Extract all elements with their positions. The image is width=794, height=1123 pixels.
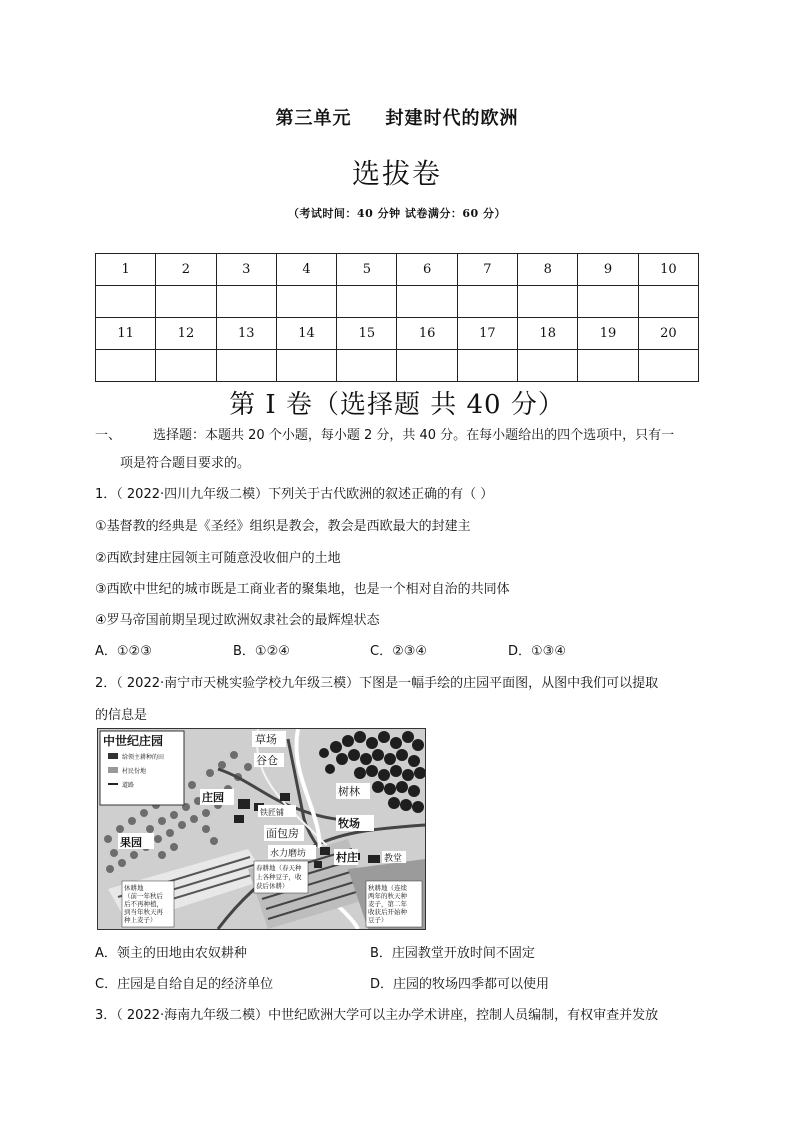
grid-number: 20 [638, 318, 698, 350]
label-orchard: 果园 [120, 836, 142, 849]
unit-name: 封建时代的欧洲 [385, 108, 519, 129]
answer-cell[interactable] [397, 286, 457, 318]
note-fallow-3: 后不再种植， [124, 900, 163, 908]
grid-number: 18 [518, 318, 578, 350]
note-fallow-1: 休耕地 [124, 884, 144, 892]
note-fallow-4: 到当年秋天再 [124, 908, 163, 916]
grid-number: 8 [518, 254, 578, 286]
question-2-stem-line-2: 的信息是 [95, 708, 148, 723]
legend-villager-field: 村民份地 [122, 768, 147, 775]
question-2-option-b[interactable]: B．庄园教堂开放时间不固定 [370, 946, 535, 961]
note-spring-field-1: 春耕地（春天种 [256, 864, 302, 872]
map-title: 中世纪庄园 [103, 734, 164, 748]
instructions-line-2: 项是符合题目要求的。 [120, 456, 251, 471]
grid-number: 17 [457, 318, 517, 350]
answer-cell[interactable] [96, 286, 156, 318]
answer-cell[interactable] [638, 350, 698, 382]
unit-number: 第三单元 [275, 108, 352, 129]
note-spring-field-3: 获后休耕） [256, 882, 289, 890]
grid-number: 5 [337, 254, 397, 286]
answer-grid [95, 253, 699, 382]
question-1-option-d[interactable]: D．①③④ [508, 644, 566, 659]
question-1-option-a[interactable]: A．①②③ [95, 644, 152, 659]
answer-cell[interactable] [457, 286, 517, 318]
answer-cell[interactable] [156, 286, 216, 318]
question-2-option-a[interactable]: A．领主的田地由农奴耕种 [95, 946, 247, 961]
grid-number: 16 [397, 318, 457, 350]
label-granary: 谷仓 [256, 754, 278, 767]
exam-info: （考试时间：40 分钟 试卷满分：60 分） [287, 207, 507, 220]
question-1-statement-2: ②西欧封建庄园领主可随意没收佃户的土地 [95, 551, 341, 566]
note-autumn-field-5: 豆子） [368, 916, 388, 924]
legend-lord-field: 给领主耕种的田 [122, 754, 165, 761]
label-village: 村庄 [336, 851, 358, 864]
note-spring-field-2: 上各种豆子，收 [256, 873, 302, 881]
question-1-statement-1: ①基督教的经典是《圣经》组织是教会，教会是西欧最大的封建主 [95, 519, 471, 534]
note-autumn-field-1: 秋耕地（连续 [368, 884, 407, 892]
note-autumn-field-3: 麦子，第二年 [368, 900, 407, 908]
instructions [95, 426, 705, 446]
note-fallow-5: 种上麦子） [124, 916, 157, 924]
answer-grid-header-row-2 [96, 318, 699, 350]
grid-number: 14 [276, 318, 336, 350]
note-autumn-field-4: 收获后开始种 [368, 908, 407, 916]
question-1-option-c[interactable]: C．②③④ [370, 644, 428, 659]
answer-cell[interactable] [638, 286, 698, 318]
answer-cell[interactable] [518, 350, 578, 382]
label-woods: 树林 [338, 785, 360, 798]
unit-title [0, 104, 794, 130]
answer-cell[interactable] [216, 350, 276, 382]
answer-grid-blank-row-1 [96, 286, 699, 318]
grid-number: 11 [96, 318, 156, 350]
grid-number: 15 [337, 318, 397, 350]
grid-number: 13 [216, 318, 276, 350]
grid-number: 19 [578, 318, 638, 350]
question-1-stem: 1．（ 2022·四川九年级二模）下列关于古代欧洲的叙述正确的有（ ） [95, 487, 494, 502]
answer-cell[interactable] [397, 350, 457, 382]
label-meadow: 草场 [255, 733, 277, 746]
note-fallow-2: （前一年秋后 [124, 892, 163, 900]
answer-cell[interactable] [156, 350, 216, 382]
legend-road: 道路 [122, 782, 135, 789]
grid-number: 4 [276, 254, 336, 286]
answer-cell[interactable] [518, 286, 578, 318]
instructions-number: 一、 [95, 428, 122, 443]
paper-title: 选拔卷 [351, 157, 442, 190]
answer-cell[interactable] [276, 350, 336, 382]
answer-cell[interactable] [578, 286, 638, 318]
question-2-option-d[interactable]: D．庄园的牧场四季都可以使用 [370, 977, 550, 992]
answer-cell[interactable] [337, 286, 397, 318]
note-autumn-field-2: 两年的秋天种 [368, 892, 407, 900]
grid-number: 7 [457, 254, 517, 286]
instructions-line-1: 选择题：本题共 20 个小题，每小题 2 分，共 40 分。在每小题给出的四个选项中，只有一 [153, 428, 675, 443]
label-manor: 庄园 [202, 791, 224, 804]
grid-number: 12 [156, 318, 216, 350]
grid-number: 2 [156, 254, 216, 286]
answer-cell[interactable] [216, 286, 276, 318]
label-watermill: 水力磨坊 [270, 849, 307, 859]
label-bakery: 面包房 [266, 827, 299, 840]
grid-number: 1 [96, 254, 156, 286]
grid-number: 3 [216, 254, 276, 286]
answer-cell[interactable] [578, 350, 638, 382]
answer-cell[interactable] [96, 350, 156, 382]
question-1-option-b[interactable]: B．①②④ [233, 644, 290, 659]
question-2-option-c[interactable]: C．庄园是自给自足的经济单位 [95, 977, 274, 992]
label-church: 教堂 [384, 854, 403, 864]
answer-cell[interactable] [337, 350, 397, 382]
grid-number: 10 [638, 254, 698, 286]
answer-cell[interactable] [457, 350, 517, 382]
label-smithy: 铁匠铺 [260, 808, 284, 817]
answer-cell[interactable] [276, 286, 336, 318]
question-3-stem: 3．（ 2022·海南九年级二模）中世纪欧洲大学可以主办学术讲座，控制人员编制，有权审查并发放 [95, 1008, 659, 1023]
section-title: 第 I 卷（选择题 共 40 分） [229, 390, 565, 420]
manor-map [97, 728, 426, 930]
label-pasture: 牧场 [338, 817, 360, 830]
question-2-stem-line-1: 2．（ 2022·南宁市天桃实验学校九年级三模）下图是一幅手绘的庄园平面图，从图中我们可以提取 [95, 676, 659, 691]
grid-number: 6 [397, 254, 457, 286]
grid-number: 9 [578, 254, 638, 286]
answer-grid-blank-row-2 [96, 350, 699, 382]
answer-grid-header-row-1 [96, 254, 699, 286]
question-1-statement-4: ④罗马帝国前期呈现过欧洲奴隶社会的最辉煌状态 [95, 613, 380, 628]
question-1-statement-3: ③西欧中世纪的城市既是工商业者的聚集地，也是一个相对自治的共同体 [95, 582, 510, 597]
